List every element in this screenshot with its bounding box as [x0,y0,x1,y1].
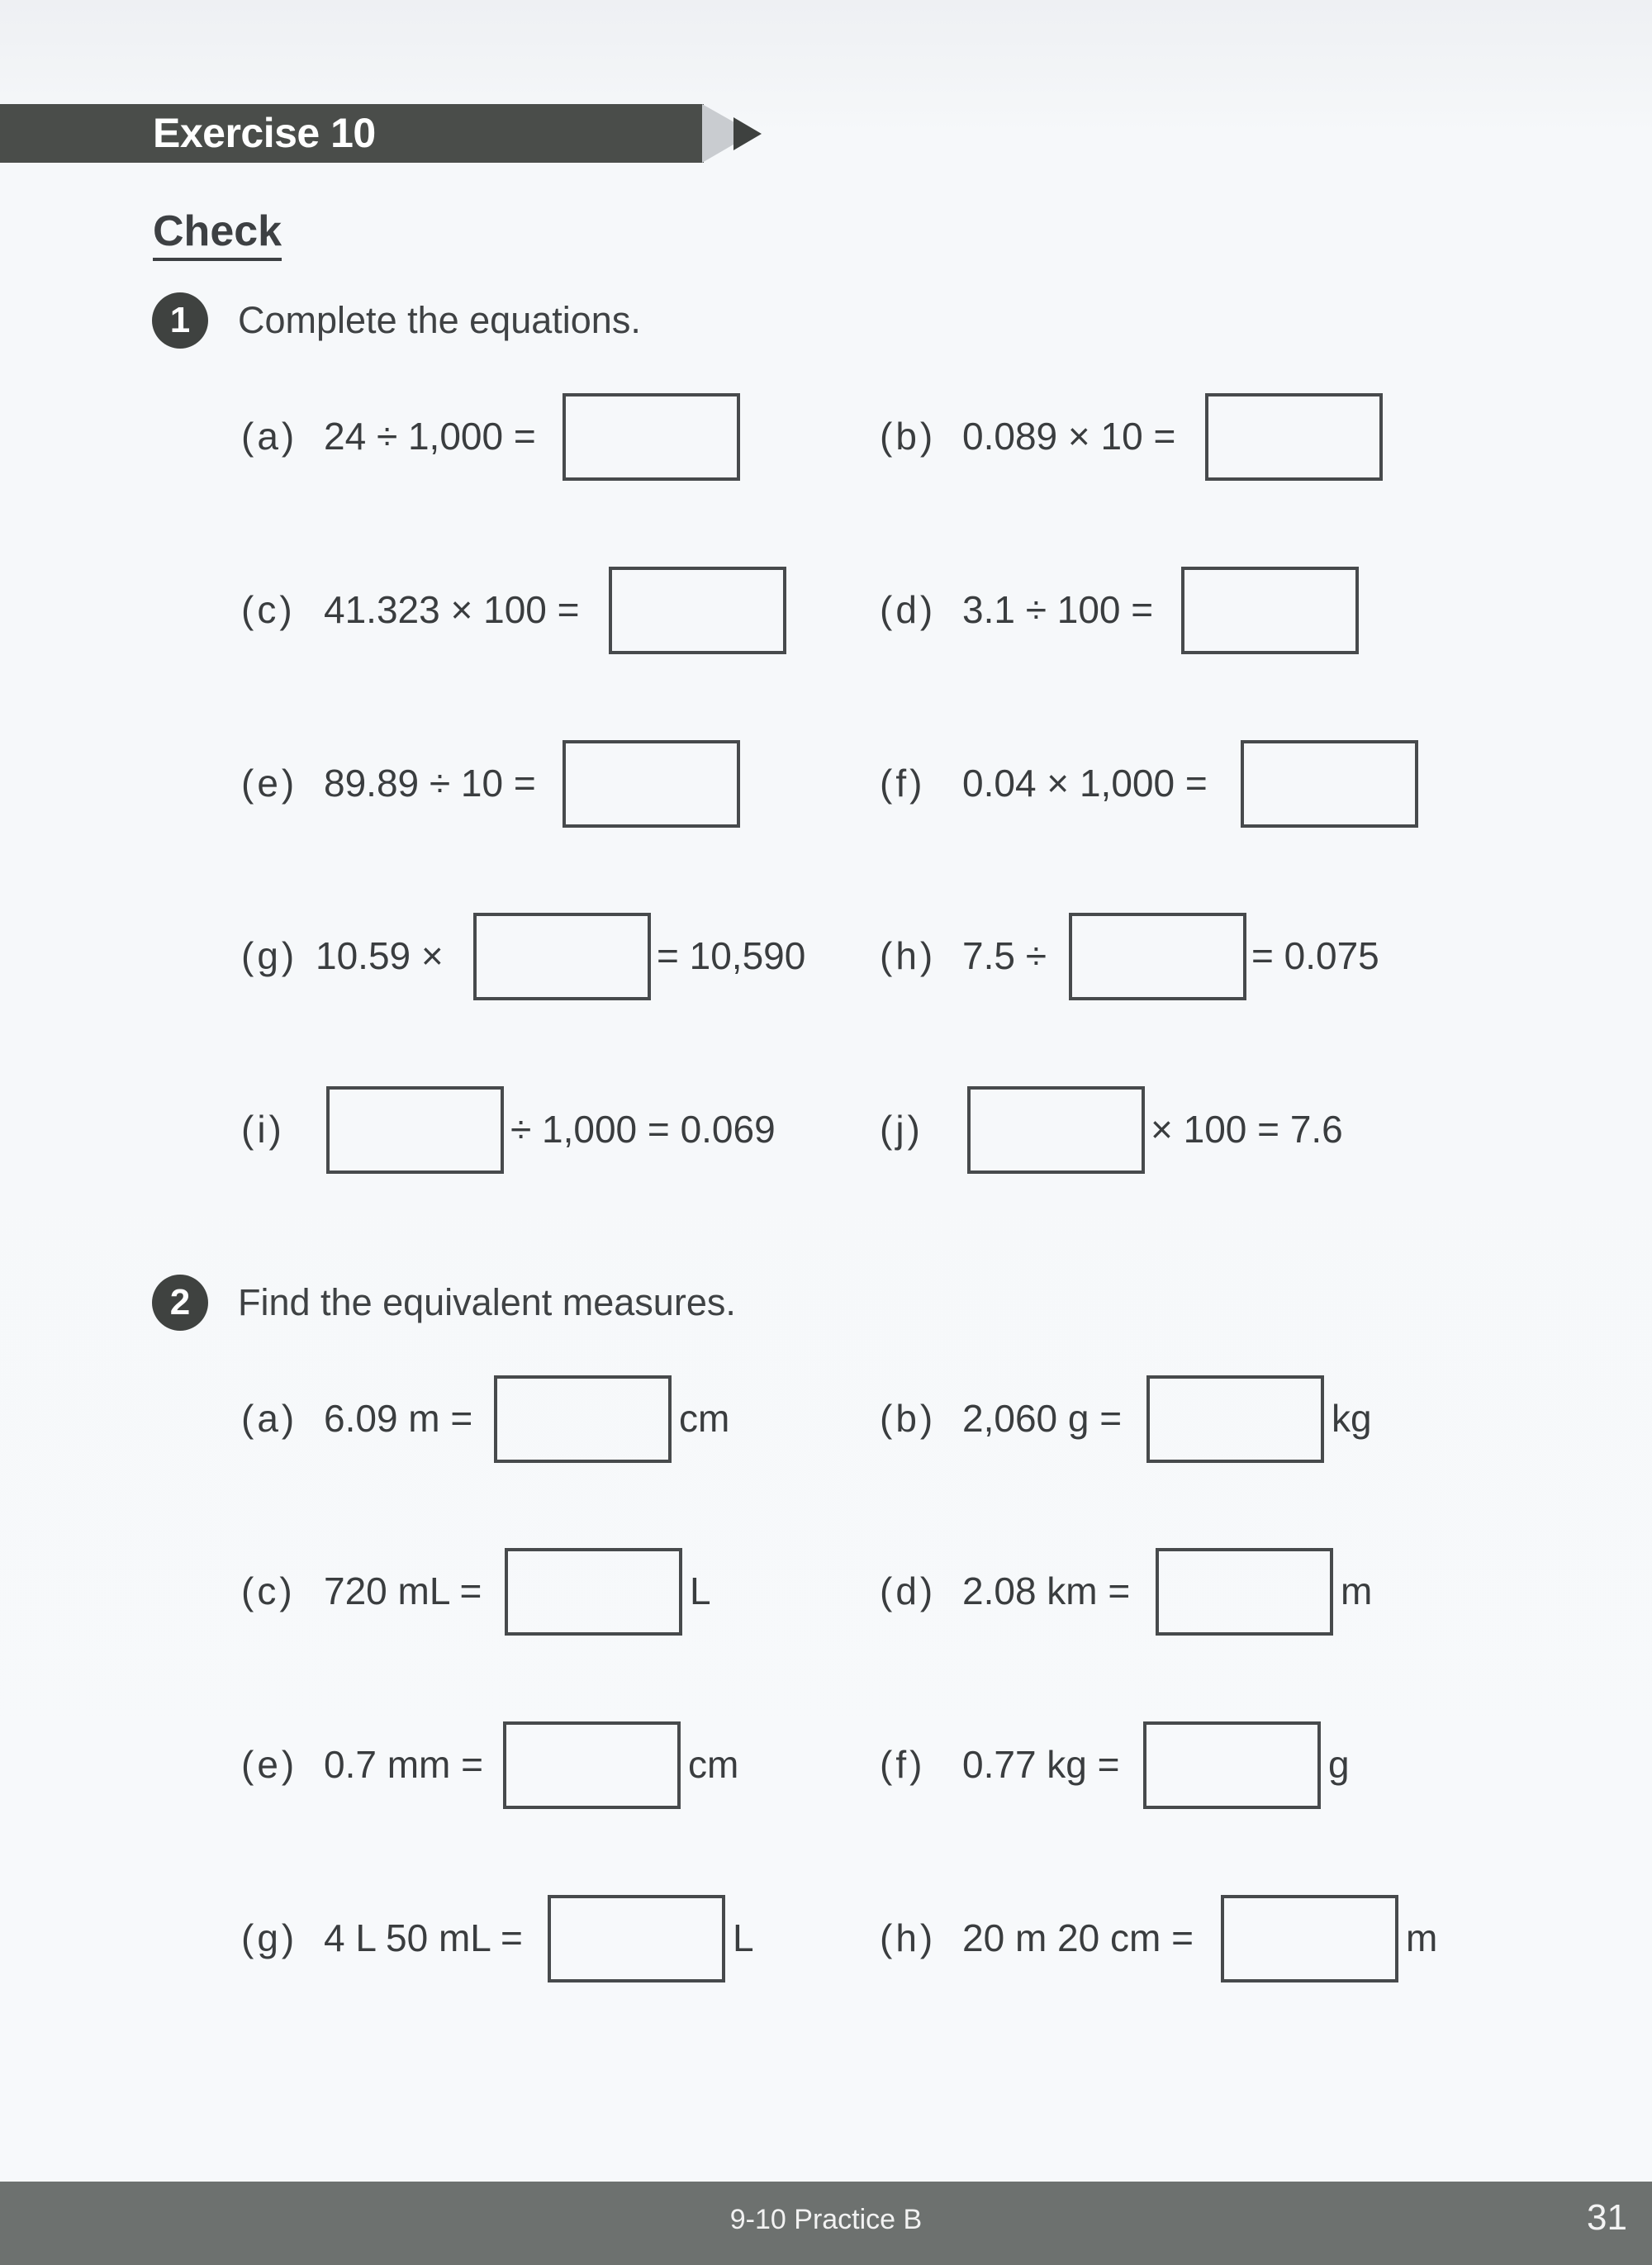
q1-item-j [880,1086,962,1172]
item-expression: 2,060 g = [962,1397,1123,1440]
item-label: (h) [880,934,937,977]
page-number: 31 [1587,2197,1627,2238]
q2-c-unit [690,1548,711,1634]
q2-b-unit [1332,1375,1372,1461]
q2-h-answer-box[interactable] [1221,1895,1398,1982]
item-label: (e) [241,1743,298,1786]
q1-i-answer-box[interactable] [326,1086,504,1174]
question-instruction: Complete the equations. [238,299,641,341]
q1-c-answer-box[interactable] [609,567,786,654]
item-expression: 0.089 × 10 = [962,415,1176,458]
q2-item-e [241,1721,483,1807]
exercise-title: Exercise 10 [153,110,376,156]
question-1-heading [152,292,641,349]
item-label: (h) [880,1916,937,1959]
q1-item-c [241,567,580,653]
q2-item-b [880,1375,1122,1461]
item-label: (f) [880,1743,926,1786]
q1-item-f [880,740,1208,826]
item-result: × 100 = 7.6 [1151,1108,1343,1151]
q2-item-a [241,1375,472,1461]
q2-g-answer-box[interactable] [548,1895,725,1982]
q2-e-unit [688,1721,738,1807]
item-expression: 3.1 ÷ 100 = [962,588,1154,631]
footer-section-title: 9-10 Practice B [729,2204,923,2235]
item-result: = 0.075 [1251,934,1379,977]
q2-item-d [880,1548,1130,1634]
q2-item-g [241,1895,523,1981]
q1-item-h [880,913,1047,999]
q2-item-h [880,1895,1194,1981]
q2-b-answer-box[interactable] [1146,1375,1324,1463]
q1-d-answer-box[interactable] [1181,567,1359,654]
q2-d-unit [1341,1548,1372,1634]
q2-a-answer-box[interactable] [494,1375,672,1463]
item-unit: g [1328,1743,1350,1786]
item-expression: 0.04 × 1,000 = [962,762,1208,805]
item-label: (b) [880,1397,937,1440]
q1-i-result [510,1086,776,1172]
q2-g-unit [733,1895,754,1981]
item-label: (j) [880,1108,923,1151]
q2-f-unit [1328,1721,1350,1807]
q2-e-answer-box[interactable] [503,1721,681,1809]
q1-item-a [241,393,536,479]
question-2-heading [152,1274,736,1332]
item-expression: 89.89 ÷ 10 = [324,762,536,805]
item-expression: 2.08 km = [962,1569,1131,1612]
item-expression: 0.7 mm = [324,1743,484,1786]
banner-arrow-icon [733,117,762,150]
question-number-badge: 1 [152,292,208,349]
q1-f-answer-box[interactable] [1241,740,1418,828]
item-unit: L [733,1916,754,1959]
item-label: (g) [241,1916,298,1959]
q2-a-unit [679,1375,729,1461]
q2-f-answer-box[interactable] [1143,1721,1321,1809]
q2-d-answer-box[interactable] [1156,1548,1333,1636]
item-label: (d) [880,588,937,631]
item-expression: 24 ÷ 1,000 = [324,415,536,458]
item-expression: 0.77 kg = [962,1743,1120,1786]
item-label: (a) [241,415,298,458]
q1-a-answer-box[interactable] [563,393,740,481]
item-unit: L [690,1569,711,1612]
q1-e-answer-box[interactable] [563,740,740,828]
q1-j-result [1151,1086,1343,1172]
q1-h-result [1251,913,1379,999]
q1-j-answer-box[interactable] [967,1086,1145,1174]
item-expression: 41.323 × 100 = [324,588,580,631]
item-unit: m [1406,1916,1438,1959]
q2-h-unit [1406,1895,1437,1981]
q1-g-result [657,913,805,999]
q1-item-d [880,567,1153,653]
item-label: (e) [241,762,298,805]
item-label: (f) [880,762,926,805]
section-title: Check [153,207,282,261]
item-label: (a) [241,1397,298,1440]
q1-g-answer-box[interactable] [473,913,651,1000]
q2-c-answer-box[interactable] [505,1548,682,1636]
item-unit: kg [1332,1397,1372,1440]
item-label: (g) [241,934,298,977]
q1-item-b [880,393,1175,479]
q1-h-answer-box[interactable] [1069,913,1246,1000]
q1-item-g [241,913,444,999]
item-expression: 7.5 ÷ [962,934,1047,977]
q1-item-i [241,1086,324,1172]
question-instruction: Find the equivalent measures. [238,1281,736,1323]
q2-item-f [880,1721,1120,1807]
item-unit: cm [679,1397,730,1440]
item-label: (c) [241,588,296,631]
item-expression: 6.09 m = [324,1397,473,1440]
item-label: (i) [241,1108,285,1151]
item-unit: cm [688,1743,739,1786]
item-expression: 4 L 50 mL = [324,1916,523,1959]
item-expression: 20 m 20 cm = [962,1916,1194,1959]
item-label: (b) [880,415,937,458]
item-unit: m [1341,1569,1373,1612]
item-expression: 720 mL = [324,1569,482,1612]
item-result: = 10,590 [657,934,806,977]
q1-b-answer-box[interactable] [1205,393,1383,481]
q2-item-c [241,1548,482,1634]
item-expression: 10.59 × [316,934,444,977]
item-result: ÷ 1,000 = 0.069 [510,1108,776,1151]
q1-item-e [241,740,536,826]
question-number-badge: 2 [152,1275,208,1331]
item-label: (d) [880,1569,937,1612]
item-label: (c) [241,1569,296,1612]
